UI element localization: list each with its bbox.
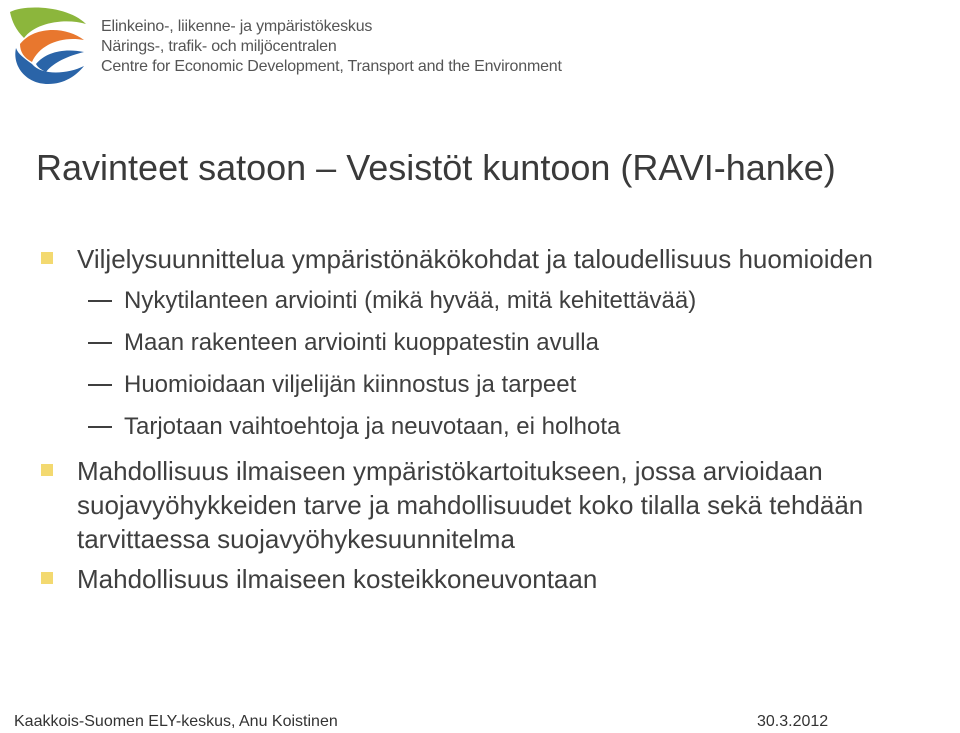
dash-bullet-icon	[88, 300, 112, 302]
ely-centre-logo-icon	[6, 4, 88, 86]
sub-bullet-item	[0, 364, 960, 406]
sub-bullet-text: Huomioidaan viljelijän kiinnostus ja tarpeet	[124, 371, 577, 398]
sub-bullet-text: Tarjotaan vaihtoehtoja ja neuvotaan, ei holhota	[124, 413, 621, 440]
sub-bullet-text: Maan rakenteen arviointi kuoppatestin avulla	[124, 329, 599, 356]
slide-content	[0, 240, 960, 596]
sub-bullet-item	[0, 322, 960, 364]
dash-bullet-icon	[88, 342, 112, 344]
org-name-english: Centre for Economic Development, Transport and the Environment	[101, 58, 562, 75]
org-name-swedish: Närings-, trafik- och miljöcentralen	[101, 38, 337, 55]
footer-date: 30.3.2012	[757, 713, 829, 730]
dash-bullet-icon	[88, 384, 112, 386]
sub-bullet-item	[0, 280, 960, 322]
dash-bullet-icon	[88, 426, 112, 428]
sub-bullet-list	[0, 280, 960, 448]
footer-author: Kaakkois-Suomen ELY-keskus, Anu Koistinen	[14, 713, 338, 730]
organization-names	[101, 17, 562, 77]
slide-title: Ravinteet satoon – Vesistöt kuntoon (RAVI-hanke)	[36, 147, 836, 188]
square-bullet-icon	[41, 252, 53, 264]
org-name-finnish: Elinkeino-, liikenne- ja ympäristökeskus	[101, 18, 373, 35]
bullet-item	[0, 562, 957, 596]
sub-bullet-item	[0, 406, 960, 448]
bullet-text: Mahdollisuus ilmaiseen kosteikkoneuvontaan	[77, 564, 598, 594]
square-bullet-icon	[41, 572, 53, 584]
slide-header	[0, 0, 960, 100]
sub-bullet-text: Nykytilanteen arviointi (mikä hyvää, mitä kehitettävää)	[124, 287, 697, 314]
square-bullet-icon	[41, 464, 53, 476]
bullet-text: Mahdollisuus ilmaiseen ympäristökartoitukseen, jossa arvioidaan suojavyöhykkeiden tarve ja mahdollisuudet koko tilalla sekä tehdään tarvittaessa suojavyöhykesuunnitelma	[77, 456, 864, 554]
bullet-item	[0, 242, 957, 276]
bullet-item	[0, 454, 957, 556]
bullet-text: Viljelysuunnittelua ympäristönäkökohdat ja taloudellisuus huomioiden	[77, 244, 873, 274]
